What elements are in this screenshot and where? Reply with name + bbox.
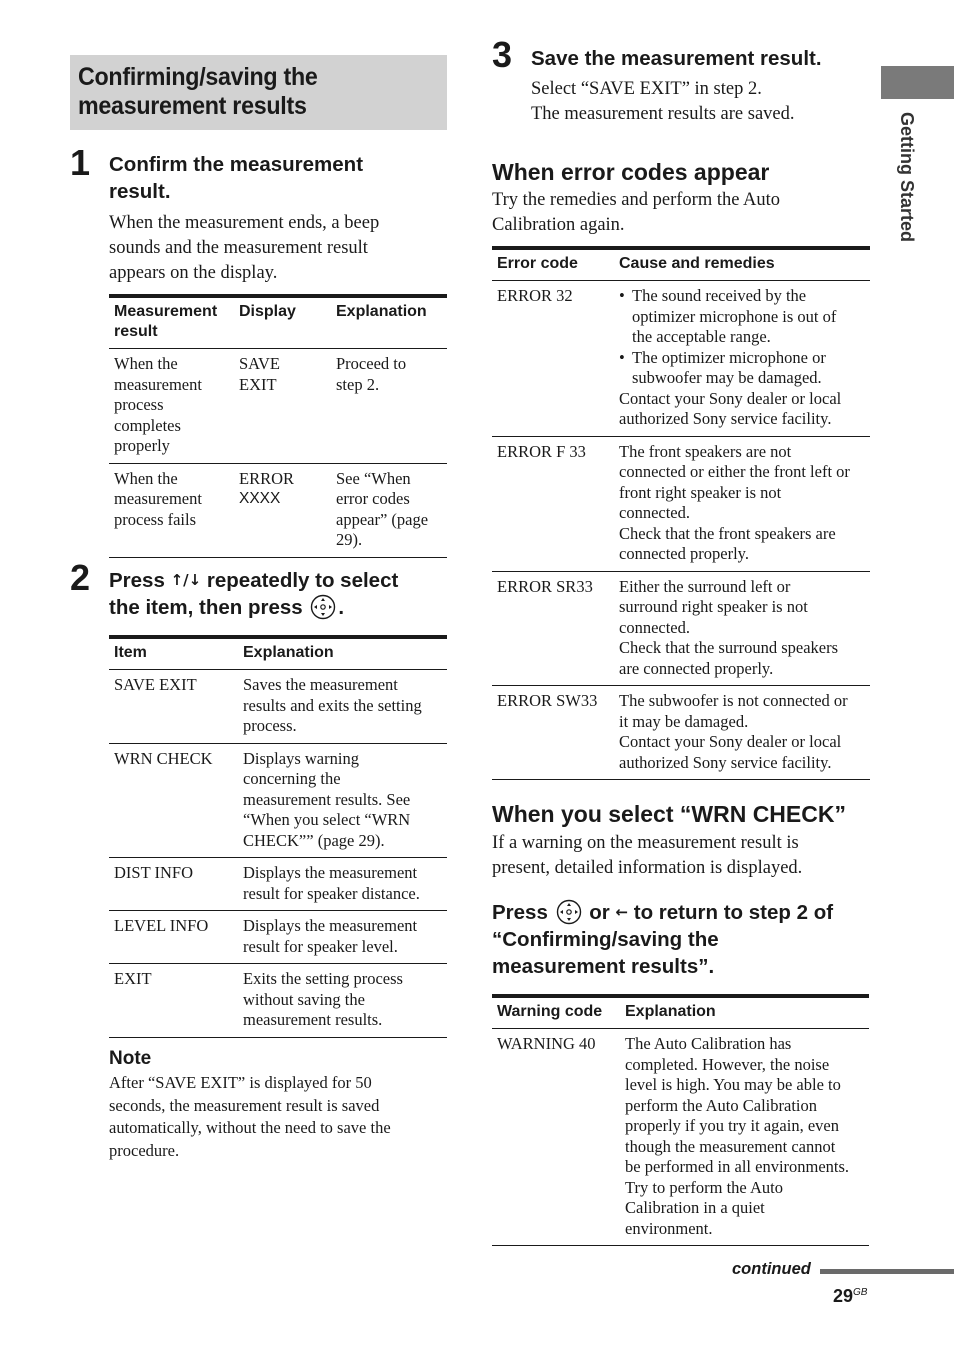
cell-line: the acceptable range. [632,327,771,346]
enter-button-icon [556,899,582,925]
explanation-cell [331,463,447,557]
cell-line: measurement results. See [243,789,411,809]
chapter-tab [881,66,954,99]
cell-line: environment. [625,1218,713,1238]
remedy-bullets [619,286,865,389]
step-2-title [109,567,454,621]
cell-line: SAVE [239,354,280,373]
cell-line: without saving the [243,989,365,1009]
cell-line: concerning the [243,769,341,788]
table-row [109,964,447,1038]
cell-line: process. [243,716,297,735]
remedy-cell [614,281,870,437]
explanation-cell [620,1029,869,1246]
left-arrow-icon: ← [615,903,629,921]
measurement-result-table [109,294,447,558]
cell-line: appear” (page [336,509,429,529]
cell-line: • The sound received by the [632,286,807,305]
table-header-row [492,996,869,1029]
cell-line: front right speaker is not [619,482,782,502]
cell-line: Contact your Sony dealer or local [619,732,842,751]
wrn-check-heading: When you select “WRN CHECK” [492,801,846,827]
press-or: or [589,901,610,924]
display-cell [234,349,331,464]
cell-line: connected properly. [619,544,749,563]
continued-label: continued [732,1260,811,1278]
table-row [109,670,447,744]
column-header: Warning code [492,996,620,1029]
step-3-body-line: The measurement results are saved. [531,104,795,124]
press-word: Press [492,901,548,924]
error-code-cell: ERROR SR33 [492,571,614,686]
cell-line: it may be damaged. [619,711,749,731]
cell-line: authorized Sony service facility. [619,752,832,772]
cell-line: connected or either the front left or [619,462,850,481]
cell-line: results and exits the setting [243,695,422,715]
intro-line: If a warning on the measurement result is [492,833,799,853]
column-header: Cause and remedies [614,248,870,281]
cell-line: 29). [336,530,363,549]
item-cell: SAVE EXIT [109,670,238,744]
step-2-title-rest: repeatedly to select [206,569,399,592]
step-2-title-line2: the item, then press [109,596,303,619]
column-header: Explanation [331,296,447,349]
cell-line: “When you select “WRN [243,810,411,829]
cell-line: error codes [336,489,410,508]
cell-line: Displays the measurement [243,863,418,882]
cell-line: • The optimizer microphone or [632,347,826,367]
cell-line: CHECK”” (page 29). [243,830,385,850]
table-row [109,349,447,464]
cell-line: authorized Sony service facility. [619,409,832,428]
chapter-label: Getting Started [897,112,917,243]
step-1-title-line1: Confirm the measurement [109,153,364,176]
cell-line: The front speakers are not [619,441,792,461]
item-cell: LEVEL INFO [109,911,238,964]
table-row [109,743,447,858]
column-header: Display [234,296,331,349]
page-number-suffix: GB [853,1287,868,1298]
intro-line: Calibration again. [492,215,625,235]
step-1-number: 1 [70,142,91,183]
note-heading: Note [109,1048,152,1069]
note-line: After “SAVE EXIT” is displayed for 50 [109,1073,372,1092]
cell-line: are connected properly. [619,658,774,678]
explanation-cell [238,670,447,744]
note-line: seconds, the measurement result is saved [109,1095,380,1115]
explanation-cell [238,911,447,964]
note-line: procedure. [109,1140,180,1160]
up-down-arrow-icon: ↑/↓ [170,571,202,589]
step-1-body [109,211,449,286]
column-header: Explanation [238,637,447,670]
step-2-number: 2 [70,557,91,598]
table-row [492,436,870,571]
cell-line: The Auto Calibration has [625,1034,792,1053]
result-cell [109,463,234,557]
error-codes-intro [492,188,870,238]
cell-line: When the [114,468,178,488]
table-row [109,911,447,964]
remedy-cell [614,571,870,686]
cell-line: result for speaker distance. [243,883,420,903]
remedy-cell [614,686,870,780]
cell-line: Check that the front speakers are [619,523,836,543]
explanation-cell [238,964,447,1038]
page-number-value: 29 [833,1286,854,1306]
wrn-press-instruction [492,899,872,980]
error-codes-heading: When error codes appear [492,159,770,185]
press-rest: to return to step 2 of [633,901,834,924]
wrn-check-intro [492,831,870,881]
step-3-title: Save the measurement result. [531,47,822,70]
explanation-cell [238,743,447,858]
step-2-title-end: . [338,596,345,619]
error-code-cell: ERROR SW33 [497,691,598,710]
item-table [109,635,447,1038]
column-header: Error code [492,248,614,281]
page-number [833,1282,867,1307]
cell-line: connected. [619,503,691,522]
step-3-number: 3 [492,34,513,75]
error-code-cell: ERROR 32 [492,281,614,437]
cell-line: The subwoofer is not connected or [619,691,848,710]
cell-line: Proceed to [336,354,407,373]
cell-line: EXIT [239,374,277,394]
item-cell: DIST INFO [109,858,238,911]
item-cell: EXIT [114,969,152,988]
warning-code-table [492,994,869,1246]
step-2-press: Press [109,569,165,592]
cell-line: Calibration in a quiet [625,1198,765,1217]
cell-line: process fails [114,509,197,529]
cell-line: be performed in all environments. [625,1157,850,1176]
enter-button-icon [310,594,336,620]
cell-line: surround right speaker is not [619,597,808,616]
column-header: Measurement result [109,296,234,349]
column-header: Item [109,637,238,670]
table-row [492,571,870,686]
table-row [109,463,447,557]
table-row [492,1029,869,1246]
cell-line: Displays warning [243,748,359,768]
table-row [492,686,870,780]
cell-line: Check that the surround speakers [619,638,839,657]
list-item [619,348,865,389]
note-body [109,1072,454,1162]
cell-line: See “When [336,468,411,488]
cell-line: Contact your Sony dealer or local [619,388,842,408]
step-1-body-line: sounds and the measurement result [109,238,368,258]
section-title [78,63,414,121]
error-code-cell: ERROR F 33 [492,436,614,571]
cell-line: properly if you try it again, even [625,1116,839,1135]
cell-line: optimizer microphone is out of [632,306,837,326]
cell-line: Saves the measurement [243,675,398,694]
press-line3: measurement results”. [492,955,715,978]
cell-line: measurement [114,489,202,508]
cell-line: When the [114,354,178,373]
error-code-table [492,246,870,780]
remedy-cell [614,436,870,571]
result-cell [109,349,234,464]
cell-line: level is high. You may be able to [625,1075,841,1094]
table-row [109,858,447,911]
cell-line: result for speaker level. [243,936,398,956]
cell-line: completes [114,415,181,435]
cell-line: XXXX [239,490,281,507]
cell-line: perform the Auto Calibration [625,1095,817,1115]
cell-line: subwoofer may be damaged. [632,368,822,387]
list-item [619,286,865,348]
intro-line: Try the remedies and perform the Auto [492,190,781,210]
display-cell [234,463,331,557]
item-cell: WRN CHECK [109,743,238,858]
intro-line: present, detailed information is displayed. [492,858,803,878]
continued-bar [820,1269,954,1274]
cell-line: Try to perform the Auto [625,1177,783,1197]
step-3-body [531,77,876,127]
step-1-body-line: appears on the display. [109,263,278,283]
cell-line: Exits the setting process [243,969,403,988]
cell-line: measurement [114,374,202,394]
note-line: automatically, without the need to save the [109,1118,391,1137]
table-header-row [492,248,870,281]
cell-line: process [114,395,164,414]
cell-line: Either the surround left or [619,576,791,596]
press-line2: “Confirming/saving the [492,928,719,951]
table-header-row [109,296,447,349]
step-1-title [109,151,449,205]
explanation-cell [238,858,447,911]
cell-line: step 2. [336,374,380,394]
cell-line: completed. However, the noise [625,1054,830,1074]
explanation-cell [331,349,447,464]
step-3-body-line: Select “SAVE EXIT” in step 2. [531,79,762,99]
cell-line: though the measurement cannot [625,1136,836,1156]
cell-line: measurement results. [243,1010,383,1029]
section-title-line1: Confirming/saving the [78,63,318,91]
cell-line: connected. [619,617,691,637]
cell-line: Displays the measurement [243,916,418,935]
step-1-body-line: When the measurement ends, a beep [109,213,380,233]
table-header-row [109,637,447,670]
section-header [70,55,447,130]
cell-line: properly [114,436,170,455]
warning-code-cell: WARNING 40 [497,1034,596,1053]
step-1-title-line2: result. [109,180,171,203]
cell-line: ERROR [239,468,295,488]
section-title-line2: measurement results [78,92,307,120]
column-header: Explanation [620,996,869,1029]
table-row [492,281,870,437]
